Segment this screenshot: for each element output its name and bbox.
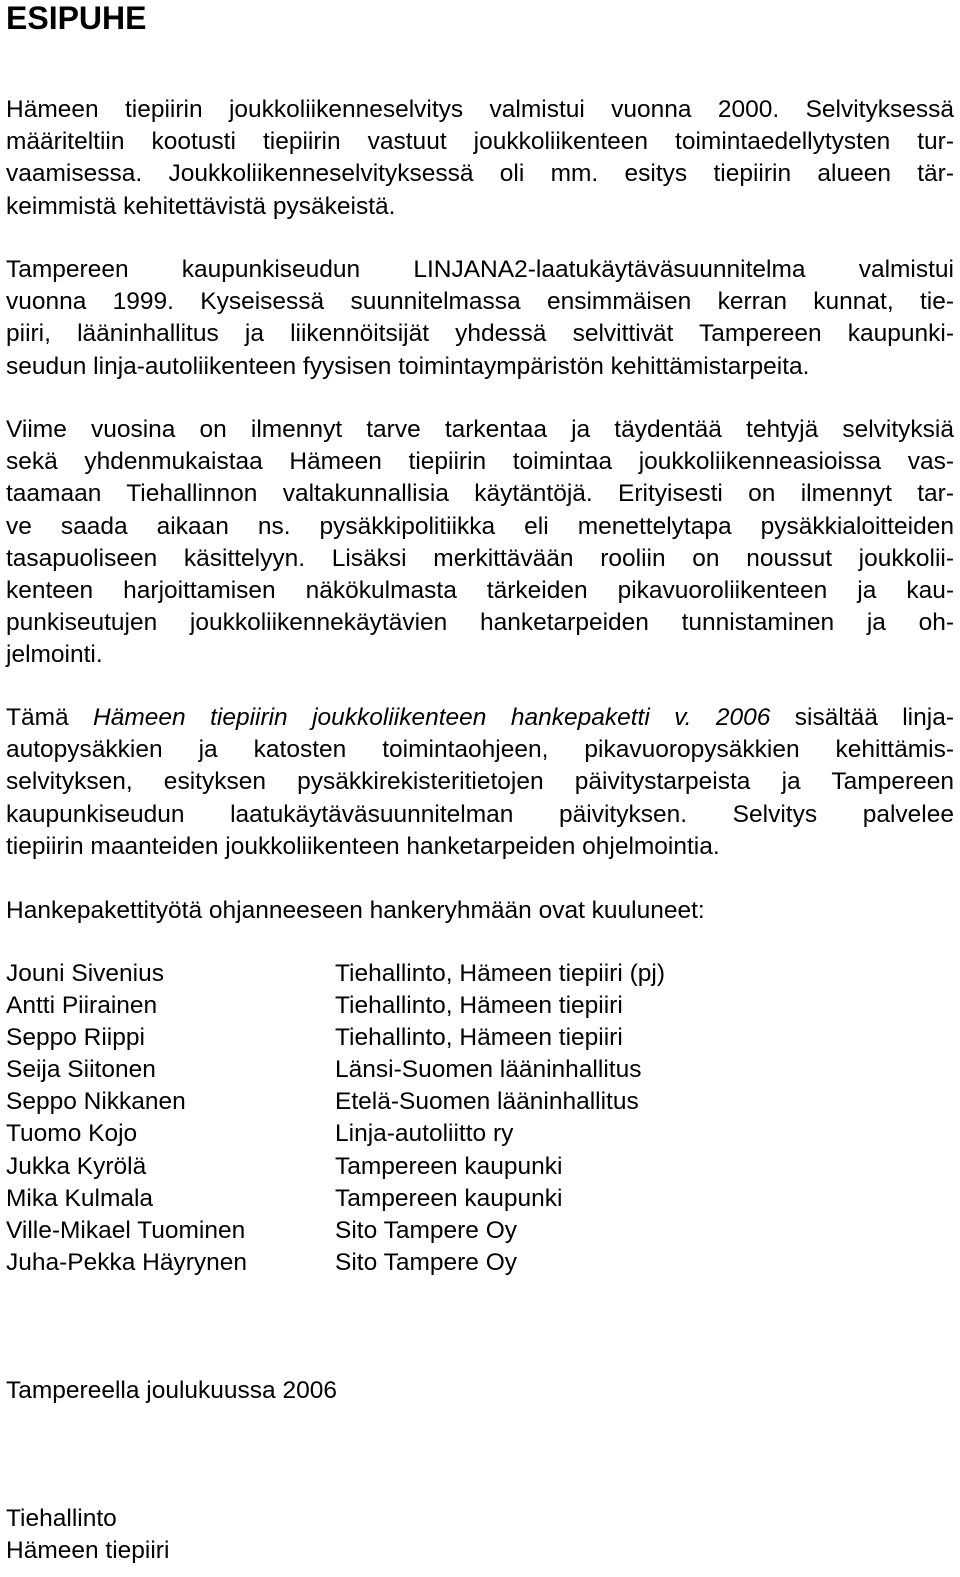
- member-row: [6, 1183, 954, 1215]
- paragraph-line: määriteltiin kootusti tiepiirin vastuut joukkoliikenteen toimintaedellytysten tur-: [6, 128, 954, 156]
- member-row: [6, 1247, 954, 1279]
- paragraph-line: Tampereen kaupunkiseudun LINJANA2-laatukäytäväsuunnitelma valmistui: [6, 256, 954, 283]
- member-name: Seppo Nikkanen: [6, 1088, 186, 1116]
- paragraph-linjana2: [6, 254, 954, 383]
- paragraph-line: punkiseutujen joukkoliikennekäytävien hanketarpeiden tunnistaminen ja oh-: [6, 609, 954, 637]
- paragraph-project-group: [6, 895, 954, 927]
- paragraph-line: kenteen harjoittamisen näkökulmasta tärkeiden pikavuoroliikenteen ja kau-: [6, 577, 954, 605]
- member-name: Antti Piirainen: [6, 992, 158, 1020]
- member-row: [6, 958, 954, 990]
- member-organization: Tampereen kaupunki: [335, 1184, 563, 1212]
- paragraph-line: vaamisessa. Joukkoliikenneselvityksessä oli mm. esitys tiepiirin alueen tär-: [6, 160, 954, 188]
- member-name: Jouni Sivenius: [6, 960, 164, 987]
- paragraph-hankepaketti: [6, 702, 954, 863]
- member-name: Tuomo Kojo: [6, 1120, 138, 1148]
- paragraph-line: Hankepakettityötä ohjanneeseen hankeryhmään ovat kuuluneet:: [6, 897, 705, 924]
- project-group-list: [6, 958, 954, 1279]
- document-title-italic: Hämeen tiepiirin joukkoliikenteen hankepaketti v. 2006: [93, 704, 771, 731]
- paragraph-line: Hämeen tiepiirin joukkoliikenneselvitys valmistui vuonna 2000. Selvityksessä: [6, 96, 954, 123]
- member-organization: Tiehallinto, Hämeen tiepiiri (pj): [335, 960, 665, 987]
- paragraph-line: sekä yhdenmukaistaa Hämeen tiepiirin toimintaa joukkoliikenneasioissa vas-: [6, 448, 954, 476]
- paragraph-line: tasapuoliseen käsittelyyn. Lisäksi merkittävään rooliin on noussut joukkolii-: [6, 544, 954, 572]
- member-row: [6, 1086, 954, 1118]
- place-and-date: Tampereella joulukuussa 2006: [6, 1377, 337, 1404]
- member-name: Seija Siitonen: [6, 1056, 156, 1084]
- paragraph-line: jelmointi.: [6, 641, 103, 669]
- member-name: Seppo Riippi: [6, 1024, 145, 1052]
- paragraph-line: taamaan Tiehallinnon valtakunnallisia käytäntöjä. Erityisesti on ilmennyt tar-: [6, 480, 954, 508]
- signature-district: Hämeen tiepiiri: [6, 1537, 170, 1564]
- member-row: [6, 990, 954, 1022]
- member-row: [6, 1054, 954, 1086]
- member-row: [6, 1151, 954, 1183]
- paragraph-line: seudun linja-autoliikenteen fyysisen toimintaympäristön kehittämistarpeita.: [6, 352, 810, 380]
- paragraph-line: ve saada aikaan ns. pysäkkipolitiikka eli menettelytapa pysäkkialoitteiden: [6, 512, 954, 540]
- signature-organization: Tiehallinto: [6, 1505, 117, 1532]
- member-name: Juha-Pekka Häyrynen: [6, 1248, 248, 1276]
- paragraph-intro: [6, 94, 954, 223]
- member-row: [6, 1215, 954, 1247]
- paragraph-line: piiri, lääninhallitus ja liikennöitsijät yhdessä selvittivät Tampereen kaupunki-: [6, 320, 954, 348]
- member-row: [6, 1118, 954, 1150]
- paragraph-text: sisältää linja-: [770, 704, 954, 731]
- paragraph-line: Viime vuosina on ilmennyt tarve tarkentaa ja täydentää tehtyjä selvityksiä: [6, 416, 954, 443]
- paragraph-line: selvityksen, esityksen pysäkkirekisteritietojen päivitystarpeista ja Tampereen: [6, 768, 954, 796]
- paragraph-line: [6, 702, 954, 734]
- member-row: [6, 1022, 954, 1054]
- paragraph-line: vuonna 1999. Kyseisessä suunnitelmassa ensimmäisen kerran kunnat, tie-: [6, 288, 954, 316]
- member-organization: Linja-autoliitto ry: [335, 1120, 514, 1148]
- member-organization: Etelä-Suomen lääninhallitus: [335, 1088, 639, 1116]
- member-organization: Sito Tampere Oy: [335, 1216, 518, 1244]
- member-organization: Sito Tampere Oy: [335, 1248, 518, 1276]
- paragraph-line: keimmistä kehitettävistä pysäkeistä.: [6, 192, 396, 220]
- member-name: Mika Kulmala: [6, 1184, 154, 1212]
- member-organization: Tiehallinto, Hämeen tiepiiri: [335, 1024, 623, 1052]
- member-name: Ville-Mikael Tuominen: [6, 1216, 246, 1244]
- member-name: Jukka Kyrölä: [6, 1152, 147, 1180]
- member-organization: Länsi-Suomen lääninhallitus: [335, 1056, 642, 1084]
- paragraph-text: Tämä: [6, 704, 94, 731]
- paragraph-line: tiepiirin maanteiden joukkoliikenteen hanketarpeiden ohjelmointia.: [6, 832, 720, 860]
- member-organization: Tampereen kaupunki: [335, 1152, 563, 1180]
- paragraph-line: kaupunkiseudun laatukäytäväsuunnitelman päivityksen. Selvitys palvelee: [6, 800, 954, 828]
- page-title: ESIPUHE: [6, 0, 147, 36]
- member-organization: Tiehallinto, Hämeen tiepiiri: [335, 992, 623, 1020]
- paragraph-line: autopysäkkien ja katosten toimintaohjeen, pikavuoropysäkkien kehittämis-: [6, 736, 954, 764]
- paragraph-recent-years: [6, 414, 954, 672]
